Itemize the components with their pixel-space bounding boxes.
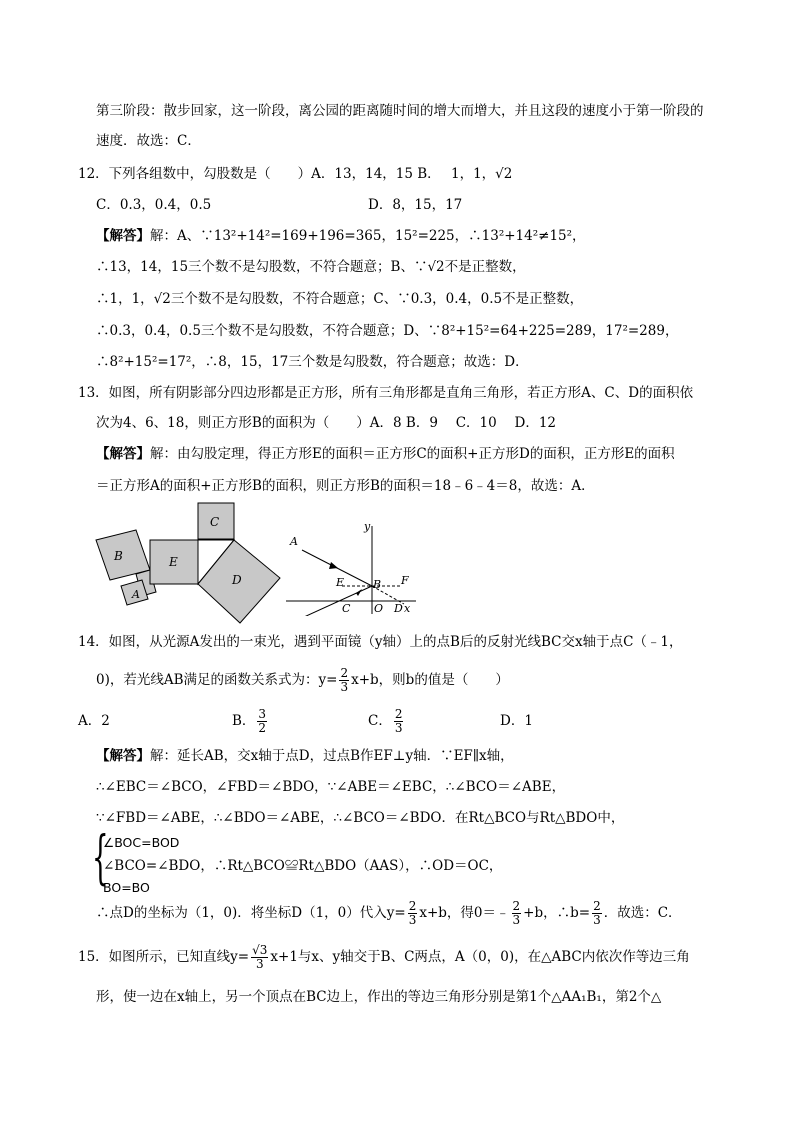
figure-14-reflection	[284, 516, 424, 616]
figure-label: C	[210, 515, 220, 529]
text-span: 15．如图所示，已知直线y=	[78, 949, 250, 965]
text-line: 次为4、6、18，则正方形B的面积为（ ）A．8 B．9 C．10 D．12	[96, 415, 557, 431]
text-line: ∵∠FBD＝∠ABE，∴∠BDO＝∠ABE，∴∠BCO＝∠BDO．在Rt△BCO与Rt△BDO中，	[96, 810, 625, 826]
system-brace: {	[92, 823, 109, 891]
text-span: ∴点D的坐标为（1，0)．将坐标D（1，0）代入y=	[96, 905, 406, 921]
text-span: x+b，则b的值是（ ）	[351, 672, 509, 688]
answer-14-final	[96, 898, 682, 928]
text-span: x+1与x、y轴交于B、C两点，A（0，0)，在△ABC内依次作等边三角	[270, 949, 690, 965]
answer-tag: 【解答】	[96, 748, 150, 764]
figure-label: A	[290, 535, 298, 548]
fraction	[592, 900, 602, 927]
text-line: 速度．故选：C．	[96, 133, 201, 149]
text-span: C．	[368, 713, 392, 729]
question-13: 13．如图，所有阴影部分四边形都是正方形，所有三角形都是直角三角形，若正方形A、C、D的面积依	[78, 385, 694, 401]
figure-label: x	[404, 602, 411, 615]
answer-12	[96, 226, 586, 246]
fraction-denominator: 3	[340, 680, 349, 694]
equation-line: BO=BO	[103, 880, 150, 895]
fraction-numerator: 2	[340, 666, 349, 680]
text-line: ＝正方形A的面积+正方形B的面积，则正方形B的面积＝18﹣6﹣4＝8，故选：A．	[96, 478, 595, 494]
option-c: C．0.3，0.4，0.5	[96, 197, 212, 213]
figure-label: y	[364, 520, 371, 533]
figure-label: B	[114, 549, 123, 563]
fraction-numerator: 2	[394, 707, 403, 721]
fraction-denominator: 3	[408, 913, 417, 927]
text-span: B．	[232, 713, 256, 729]
text-line: ∴8²+15²=17²，∴8，15，17三个数是勾股数，符合题意；故选：D．	[96, 354, 529, 370]
option-d: D．1	[500, 713, 533, 729]
answer-tag: 【解答】	[96, 228, 150, 244]
text-line: ∴0.3，0.4，0.5三个数不是勾股数，不符合题意；D、∵8²+15²=64+225=289，17²=289，	[96, 323, 679, 339]
equation-line: ∠BOC=BOD	[103, 835, 180, 850]
fraction	[257, 708, 267, 735]
fraction-denominator: 3	[394, 721, 403, 735]
answer-text: 解：由勾股定理，得正方形E的面积＝正方形C的面积+正方形D的面积，正方形E的面积	[150, 446, 675, 462]
text-line: ∴13，14，15三个数不是勾股数，不符合题意；B、∵√2不是正整数，	[96, 259, 526, 275]
question-15	[78, 940, 690, 974]
text-line: ∴1，1，√2三个数不是勾股数，不符合题意；C、∵0.3，0.4，0.5不是正整数，	[96, 291, 584, 307]
answer-tag: 【解答】	[96, 446, 150, 462]
figure-label: B	[373, 578, 382, 591]
answer-14	[96, 746, 514, 766]
question-12	[78, 164, 512, 184]
option-a: A．2	[78, 713, 110, 729]
figure-label: O	[374, 602, 384, 615]
text-span: +b，∴b=	[523, 905, 591, 921]
fraction-denominator: 3	[512, 913, 521, 927]
question-14-cont	[96, 665, 509, 695]
question-14: 14．如图，从光源A发出的一束光，遇到平面镜（y轴）上的点B后的反射光线BC交x轴于点C（﹣1，	[78, 634, 683, 650]
fraction-denominator: 3	[255, 957, 264, 971]
fraction	[408, 900, 418, 927]
answer-text: 解：A、∵13²+14²=169+196=365，15²=225，∴13²+14²≠15²，	[150, 228, 586, 244]
fraction-numerator: 2	[512, 899, 521, 913]
figure-label: A	[132, 588, 140, 601]
figure-label: E	[169, 555, 178, 569]
text-line: ∴∠EBC＝∠BCO，∠FBD＝∠BDO，∵∠ABE＝∠EBC，∴∠BCO＝∠ABE，	[96, 779, 566, 795]
fraction-numerator: 2	[593, 899, 601, 913]
text-span: ．故选：C．	[603, 905, 682, 921]
option-d: D．8，15，17	[368, 197, 463, 213]
fraction	[251, 944, 268, 971]
option-b: 1，1，√2	[450, 166, 513, 182]
figure-label: D	[394, 602, 403, 615]
fraction-numerator: 3	[258, 707, 267, 721]
fraction	[339, 667, 349, 694]
fraction-numerator: 2	[408, 899, 417, 913]
text-span: 0)，若光线AB满足的函数关系式为：y=	[96, 672, 338, 688]
fraction-denominator: 2	[258, 721, 267, 735]
text-line: 第三阶段：散步回家，这一阶段，离公园的距离随时间的增大而增大，并且这段的速度小于第一阶段的	[96, 103, 704, 119]
text-line: 形，使一边在x轴上，另一个顶点在BC边上，作出的等边三角形分别是第1个△AA₁B₁，第2个△	[96, 989, 662, 1005]
figure-label: C	[342, 602, 351, 615]
figure-label: E	[336, 576, 345, 589]
figure-13-squares	[92, 498, 288, 638]
text-span: x+b，得0＝﹣	[419, 905, 510, 921]
question-text: 12．下列各组数中，勾股数是（ ）A．13，14，15 B．	[78, 166, 441, 182]
fraction-denominator: 3	[593, 913, 601, 927]
option-b	[232, 704, 269, 738]
option-c	[368, 704, 405, 738]
equation-line: ∠BCO=∠BDO，∴Rt△BCO≌Rt△BDO（AAS），∴OD＝OC，	[103, 858, 503, 874]
fraction-numerator: √3	[252, 943, 268, 957]
figure-label: D	[232, 573, 242, 587]
fraction	[512, 900, 522, 927]
figure-label: F	[401, 574, 409, 587]
answer-13	[96, 444, 675, 464]
fraction	[394, 708, 404, 735]
answer-text: 解：延长AB，交x轴于点D，过点B作EF⊥y轴．∵EF∥x轴，	[150, 748, 514, 764]
